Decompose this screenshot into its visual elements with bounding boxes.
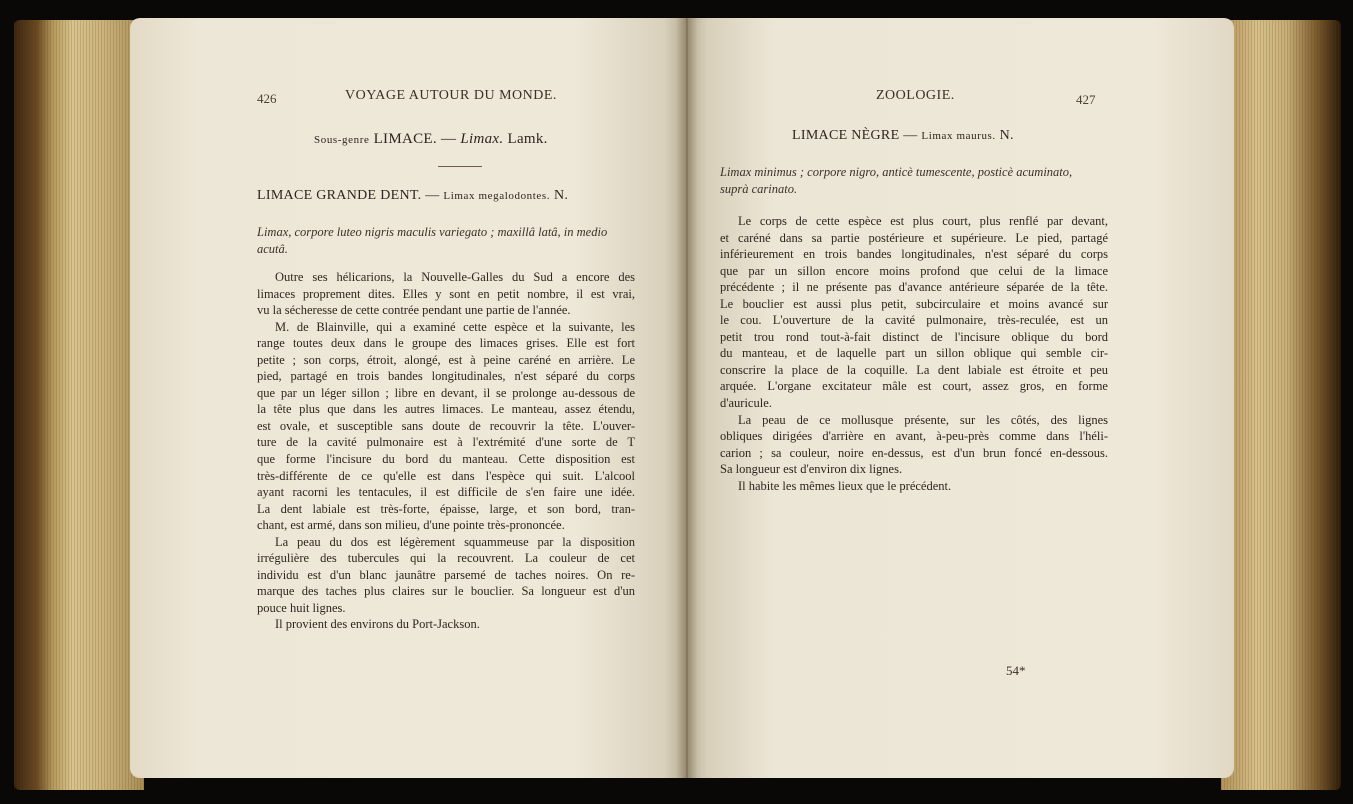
text-line: d'auricule. — [720, 396, 772, 411]
species-latin: Limax maurus. — [921, 130, 996, 142]
text-line: Le corps de cette espèce est plus court, plus renflé par devant, — [738, 214, 1108, 228]
paragraph — [720, 478, 1108, 495]
right-page — [686, 18, 1234, 778]
right-page-number: 427 — [1076, 92, 1096, 107]
diagnosis-line: Limax, corpore luteo nigris maculis variegato ; maxillâ latâ, in medio — [257, 225, 608, 239]
text-line: précédente ; il ne présente pas d'avance antérieure séparée de la tête. — [720, 280, 1108, 295]
text-line: que par un léger sillon ; libre en devant, il se prolonge au-dessous de — [257, 385, 635, 400]
text-line: vu la sécheresse de cette contrée pendant une partie de l'année. — [257, 303, 571, 318]
text-line: irrégulière des tubercules qui la recouvrent. La couleur de cet — [257, 551, 635, 566]
text-line: pied, partagé en trois bandes longitudinales, n'est séparé du corps — [257, 369, 635, 384]
paragraph — [720, 412, 1108, 478]
species-dash: — — [903, 128, 918, 143]
species-heading-right — [792, 128, 1014, 144]
left-running-title: VOYAGE AUTOUR DU MONDE. — [345, 88, 557, 103]
paragraph — [257, 616, 635, 633]
text-line: Sa longueur est d'environ dix lignes. — [720, 462, 903, 477]
subgenus-prefix: Sous-genre — [314, 134, 370, 146]
text-line: conscrire la place de la coquille. La dent labiale est étroite et peu — [720, 362, 1108, 377]
subgenus-dash: — — [440, 131, 457, 147]
left-page-number: 426 — [257, 91, 277, 106]
text-line: petite ; son corps, étroit, alongé, est à peine caréné en arrière. Le — [257, 352, 635, 367]
paragraph — [720, 213, 1108, 412]
text-line: limaces proprement dites. Elles y sont en petit nombre, il est vrai, — [257, 286, 635, 301]
text-line: La peau du dos est légèrement squammeuse par la disposition — [275, 534, 635, 549]
text-line: petit trou rond tout-à-fait distinct de l'incisure oblique du bord — [720, 329, 1108, 344]
paragraph — [257, 534, 635, 617]
diagnosis-left — [257, 224, 637, 258]
species-author: N. — [999, 128, 1014, 143]
paragraph — [257, 269, 635, 319]
species-name: LIMACE NÈGRE — [792, 128, 900, 143]
left-page-edges — [14, 20, 144, 790]
text-line: marque des taches plus claires sur le bouclier. Sa longueur est d'un — [257, 584, 635, 599]
subgenus-author: Lamk. — [507, 131, 548, 147]
text-line: très-différente de ce qu'elle est dans l'espèce qui suit. L'alcool — [257, 468, 635, 483]
species-latin: Limax megalodontes. — [443, 190, 551, 202]
text-line: Le bouclier est aussi plus petit, subcirculaire et moins avancé sur — [720, 296, 1108, 311]
text-line: que forme l'incisure du bord du manteau. Cette disposition est — [257, 452, 635, 467]
subgenus-latin: Limax. — [460, 131, 504, 147]
text-line: obliques dirigées d'arrière en avant, à-peu-près comme dans l'héli- — [720, 429, 1108, 444]
text-line: la tête plus que dans les autres limaces. Le manteau, assez étendu, — [257, 402, 635, 417]
text-line: chant, est armé, dans son milieu, d'une pointe très-prononcée. — [257, 518, 565, 533]
signature-mark: 54* — [1006, 663, 1026, 678]
body-text-left — [257, 269, 635, 633]
text-line: range toutes deux dans le groupe des limaces grises. Elle est fort — [257, 336, 635, 351]
text-line: du manteau, et de laquelle part un sillon oblique qui semble cir- — [720, 346, 1108, 361]
species-heading-left — [257, 188, 568, 204]
text-line: ayant racorni les tentacules, il est difficile de s'en faire une idée. — [257, 485, 635, 500]
text-line: carion ; sa couleur, noire en-dessus, est d'un brun foncé en-dessous. — [720, 445, 1108, 460]
text-line: La peau de ce mollusque présente, sur les côtés, des lignes — [738, 412, 1108, 427]
species-name: LIMACE GRANDE DENT. — [257, 188, 422, 203]
text-line: M. de Blainville, qui a examiné cette espèce et la suivante, les — [275, 319, 635, 334]
subgenus-name: LIMACE. — [373, 131, 437, 147]
text-line: est ovale, et susceptible sans doute de recouvrir la tête. L'ouver- — [257, 418, 635, 433]
text-line: et caréné dans sa partie postérieure et supérieure. Le pied, partagé — [720, 230, 1108, 245]
text-line: La dent labiale est très-forte, épaisse, large, et son bord, tran- — [257, 501, 635, 516]
text-line: Il habite les mêmes lieux que le précédent. — [738, 478, 952, 493]
text-line: individu est d'un blanc jaunâtre parsemé de taches noires. On re- — [257, 567, 635, 582]
text-line: Outre ses hélicarions, la Nouvelle-Galles du Sud a encore des — [275, 270, 635, 284]
text-line: que par un sillon encore moins profond que celui de la limace — [720, 263, 1108, 278]
diagnosis-line: acutâ. — [257, 242, 288, 256]
right-running-title: ZOOLOGIE. — [876, 88, 955, 103]
diagnosis-right — [720, 164, 1112, 198]
subgenus-heading — [314, 131, 548, 148]
text-line: ture de la cavité pulmonaire est à l'extrémité d'une sorte de T — [257, 435, 635, 450]
section-rule — [438, 166, 482, 167]
text-line: arquée. L'organe excitateur mâle est court, assez gros, en forme — [720, 379, 1108, 394]
species-author: N. — [553, 188, 569, 203]
paragraph — [257, 319, 635, 534]
text-line: pouce huit lignes. — [257, 600, 346, 615]
species-dash: — — [425, 188, 440, 203]
left-page — [130, 18, 686, 778]
text-line: le cou. L'ouverture de la cavité pulmonaire, très-reculée, est un — [720, 313, 1108, 328]
text-line: inférieurement en trois bandes longitudinales, n'est séparé du corps — [720, 247, 1108, 262]
book-gutter — [676, 18, 698, 778]
text-line: Il provient des environs du Port-Jackson. — [275, 617, 480, 632]
diagnosis-line: suprà carinato. — [720, 182, 798, 196]
diagnosis-line: Limax minimus ; corpore nigro, anticè tumescente, posticè acuminato, — [720, 165, 1073, 179]
right-page-edges — [1221, 20, 1341, 790]
body-text-right — [720, 213, 1108, 494]
